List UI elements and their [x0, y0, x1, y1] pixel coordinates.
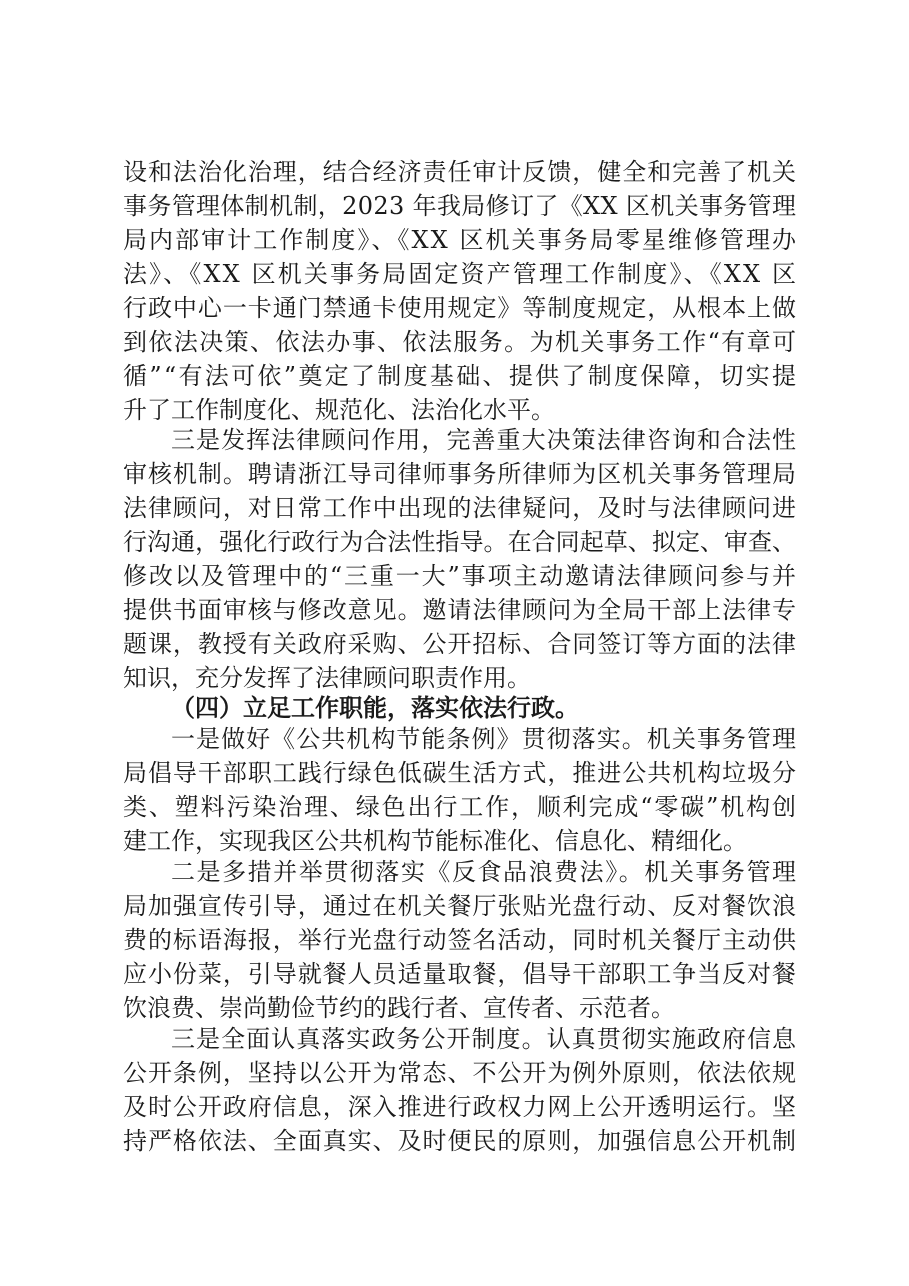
- text-line: 三是发挥法律顾问作用，完善重大决策法律咨询和合法性: [171, 426, 798, 454]
- text-line: 到依法决策、依法办事、依法服务。为机关事务工作“有章可: [123, 328, 798, 356]
- text-line: 法》、《XX 区机关事务局固定资产管理工作制度》、《XX 区: [123, 260, 799, 288]
- text-line: 事务管理体制机制，2023 年我局修订了《XX 区机关事务管理: [123, 192, 797, 220]
- text-line: 升了工作制度化、规范化、法治化水平。: [123, 396, 555, 424]
- text-line: 审核机制。聘请浙江导司律师事务所律师为区机关事务管理局: [123, 460, 797, 488]
- text-line: 应小份菜，引导就餐人员适量取餐，倡导干部职工争当反对餐: [123, 960, 797, 988]
- text-line: 持严格依法、全面真实、及时便民的原则，加强信息公开机制: [123, 1127, 797, 1155]
- text-line: 三是全面认真落实政务公开制度。认真贯彻实施政府信息: [171, 1025, 798, 1053]
- text-line: 局内部审计工作制度》、《XX 区机关事务局零星维修管理办: [123, 226, 799, 254]
- text-line: 费的标语海报，举行光盘行动签名活动，同时机关餐厅主动供: [123, 926, 797, 954]
- text-line: 类、塑料污染治理、绿色出行工作，顺利完成“零碳”机构创: [123, 793, 798, 821]
- text-line: 公开条例，坚持以公开为常态、不公开为例外原则，依法依规: [123, 1059, 797, 1087]
- text-line: 知识，充分发挥了法律顾问职责作用。: [123, 664, 531, 692]
- text-line: 一是做好《公共机构节能条例》贯彻落实。机关事务管理: [171, 725, 798, 753]
- text-line: 法律顾问，对日常工作中出现的法律疑问，及时与法律顾问进: [123, 494, 797, 522]
- text-line: 行政中心一卡通门禁通卡使用规定》等制度规定，从根本上做: [123, 294, 797, 322]
- text-line: 题课，教授有关政府采购、公开招标、合同签订等方面的法律: [123, 630, 797, 658]
- text-line: 局加强宣传引导，通过在机关餐厅张贴光盘行动、反对餐饮浪: [123, 892, 797, 920]
- section-heading: （四）立足工作职能，落实依法行政。: [171, 693, 579, 722]
- text-line: 设和法治化治理，结合经济责任审计反馈，健全和完善了机关: [123, 158, 797, 186]
- text-line: 提供书面审核与修改意见。邀请法律顾问为全局干部上法律专: [123, 596, 797, 624]
- text-line: 及时公开政府信息，深入推进行政权力网上公开透明运行。坚: [123, 1093, 797, 1121]
- text-line: 局倡导干部职工践行绿色低碳生活方式，推进公共机构垃圾分: [123, 759, 797, 787]
- text-line: 饮浪费、崇尚勤俭节约的践行者、宣传者、示范者。: [123, 994, 675, 1022]
- text-line: 行沟通，强化行政行为合法性指导。在合同起草、拟定、审查、: [123, 528, 797, 556]
- text-line: 修改以及管理中的“三重一大”事项主动邀请法律顾问参与并: [123, 562, 798, 590]
- text-line: 二是多措并举贯彻落实《反食品浪费法》。机关事务管理: [171, 858, 798, 886]
- text-line: 循”“有法可依”奠定了制度基础、提供了制度保障，切实提: [123, 362, 799, 390]
- text-line: 建工作，实现我区公共机构节能标准化、信息化、精细化。: [123, 827, 747, 855]
